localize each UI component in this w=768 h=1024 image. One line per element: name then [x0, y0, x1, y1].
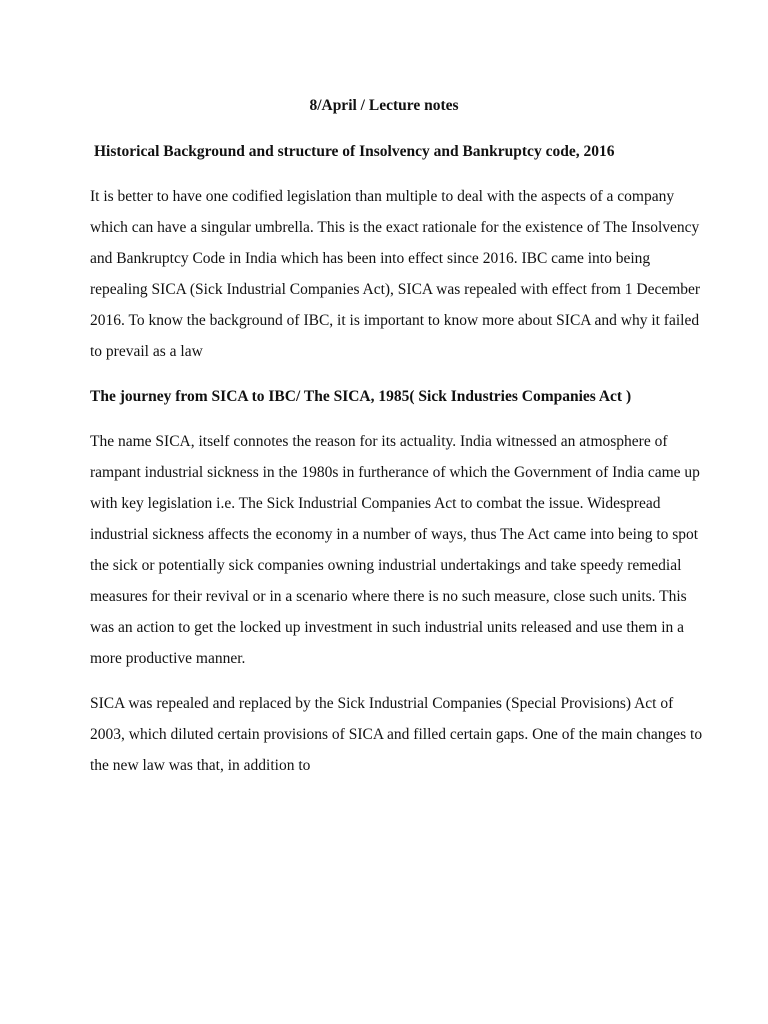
section-heading-historical-background: Historical Background and structure of Insolvency and Bankruptcy code, 2016	[94, 143, 615, 160]
paragraph-codified-legislation: It is better to have one codified legislation than multiple to deal with the aspects of a company which can have a singular umbrella. This is the exact rationale for the existence of The Insolvency and Bankruptcy Code in India which has been into effect since 2016. IBC came into being repealing SICA (Sick Industrial Companies Act), SICA was repealed with effect from 1 December 2016. To know the background of IBC, it is important to know more about SICA and why it failed to prevail as a law	[90, 188, 701, 360]
document-title: 8/April / Lecture notes	[309, 97, 459, 114]
section-heading-journey-sica-to-ibc: The journey from SICA to IBC/ The SICA, 1985( Sick Industries Companies Act )	[90, 388, 632, 405]
paragraph-name-sica: The name SICA, itself connotes the reason for its actuality. India witnessed an atmosphere of rampant industrial sickness in the 1980s in furtherance of which the Government of India came up with key legislation i.e. The Sick Industrial Companies Act to combat the issue. Widespread industrial sickness affects the economy in a number of ways, thus The Act came into being to spot the sick or potentially sick companies owning industrial undertakings and take speedy remedial measures for their revival or in a scenario where there is no such measure, close such units. This was an action to get the locked up investment in such industrial units released and use them in a more productive manner.	[90, 433, 700, 667]
paragraph-sica-repealed: SICA was repealed and replaced by the Sick Industrial Companies (Special Provisions) Act of 2003, which diluted certain provisions of SICA and filled certain gaps. One of the main changes to the new law was that, in addition to	[90, 695, 703, 774]
